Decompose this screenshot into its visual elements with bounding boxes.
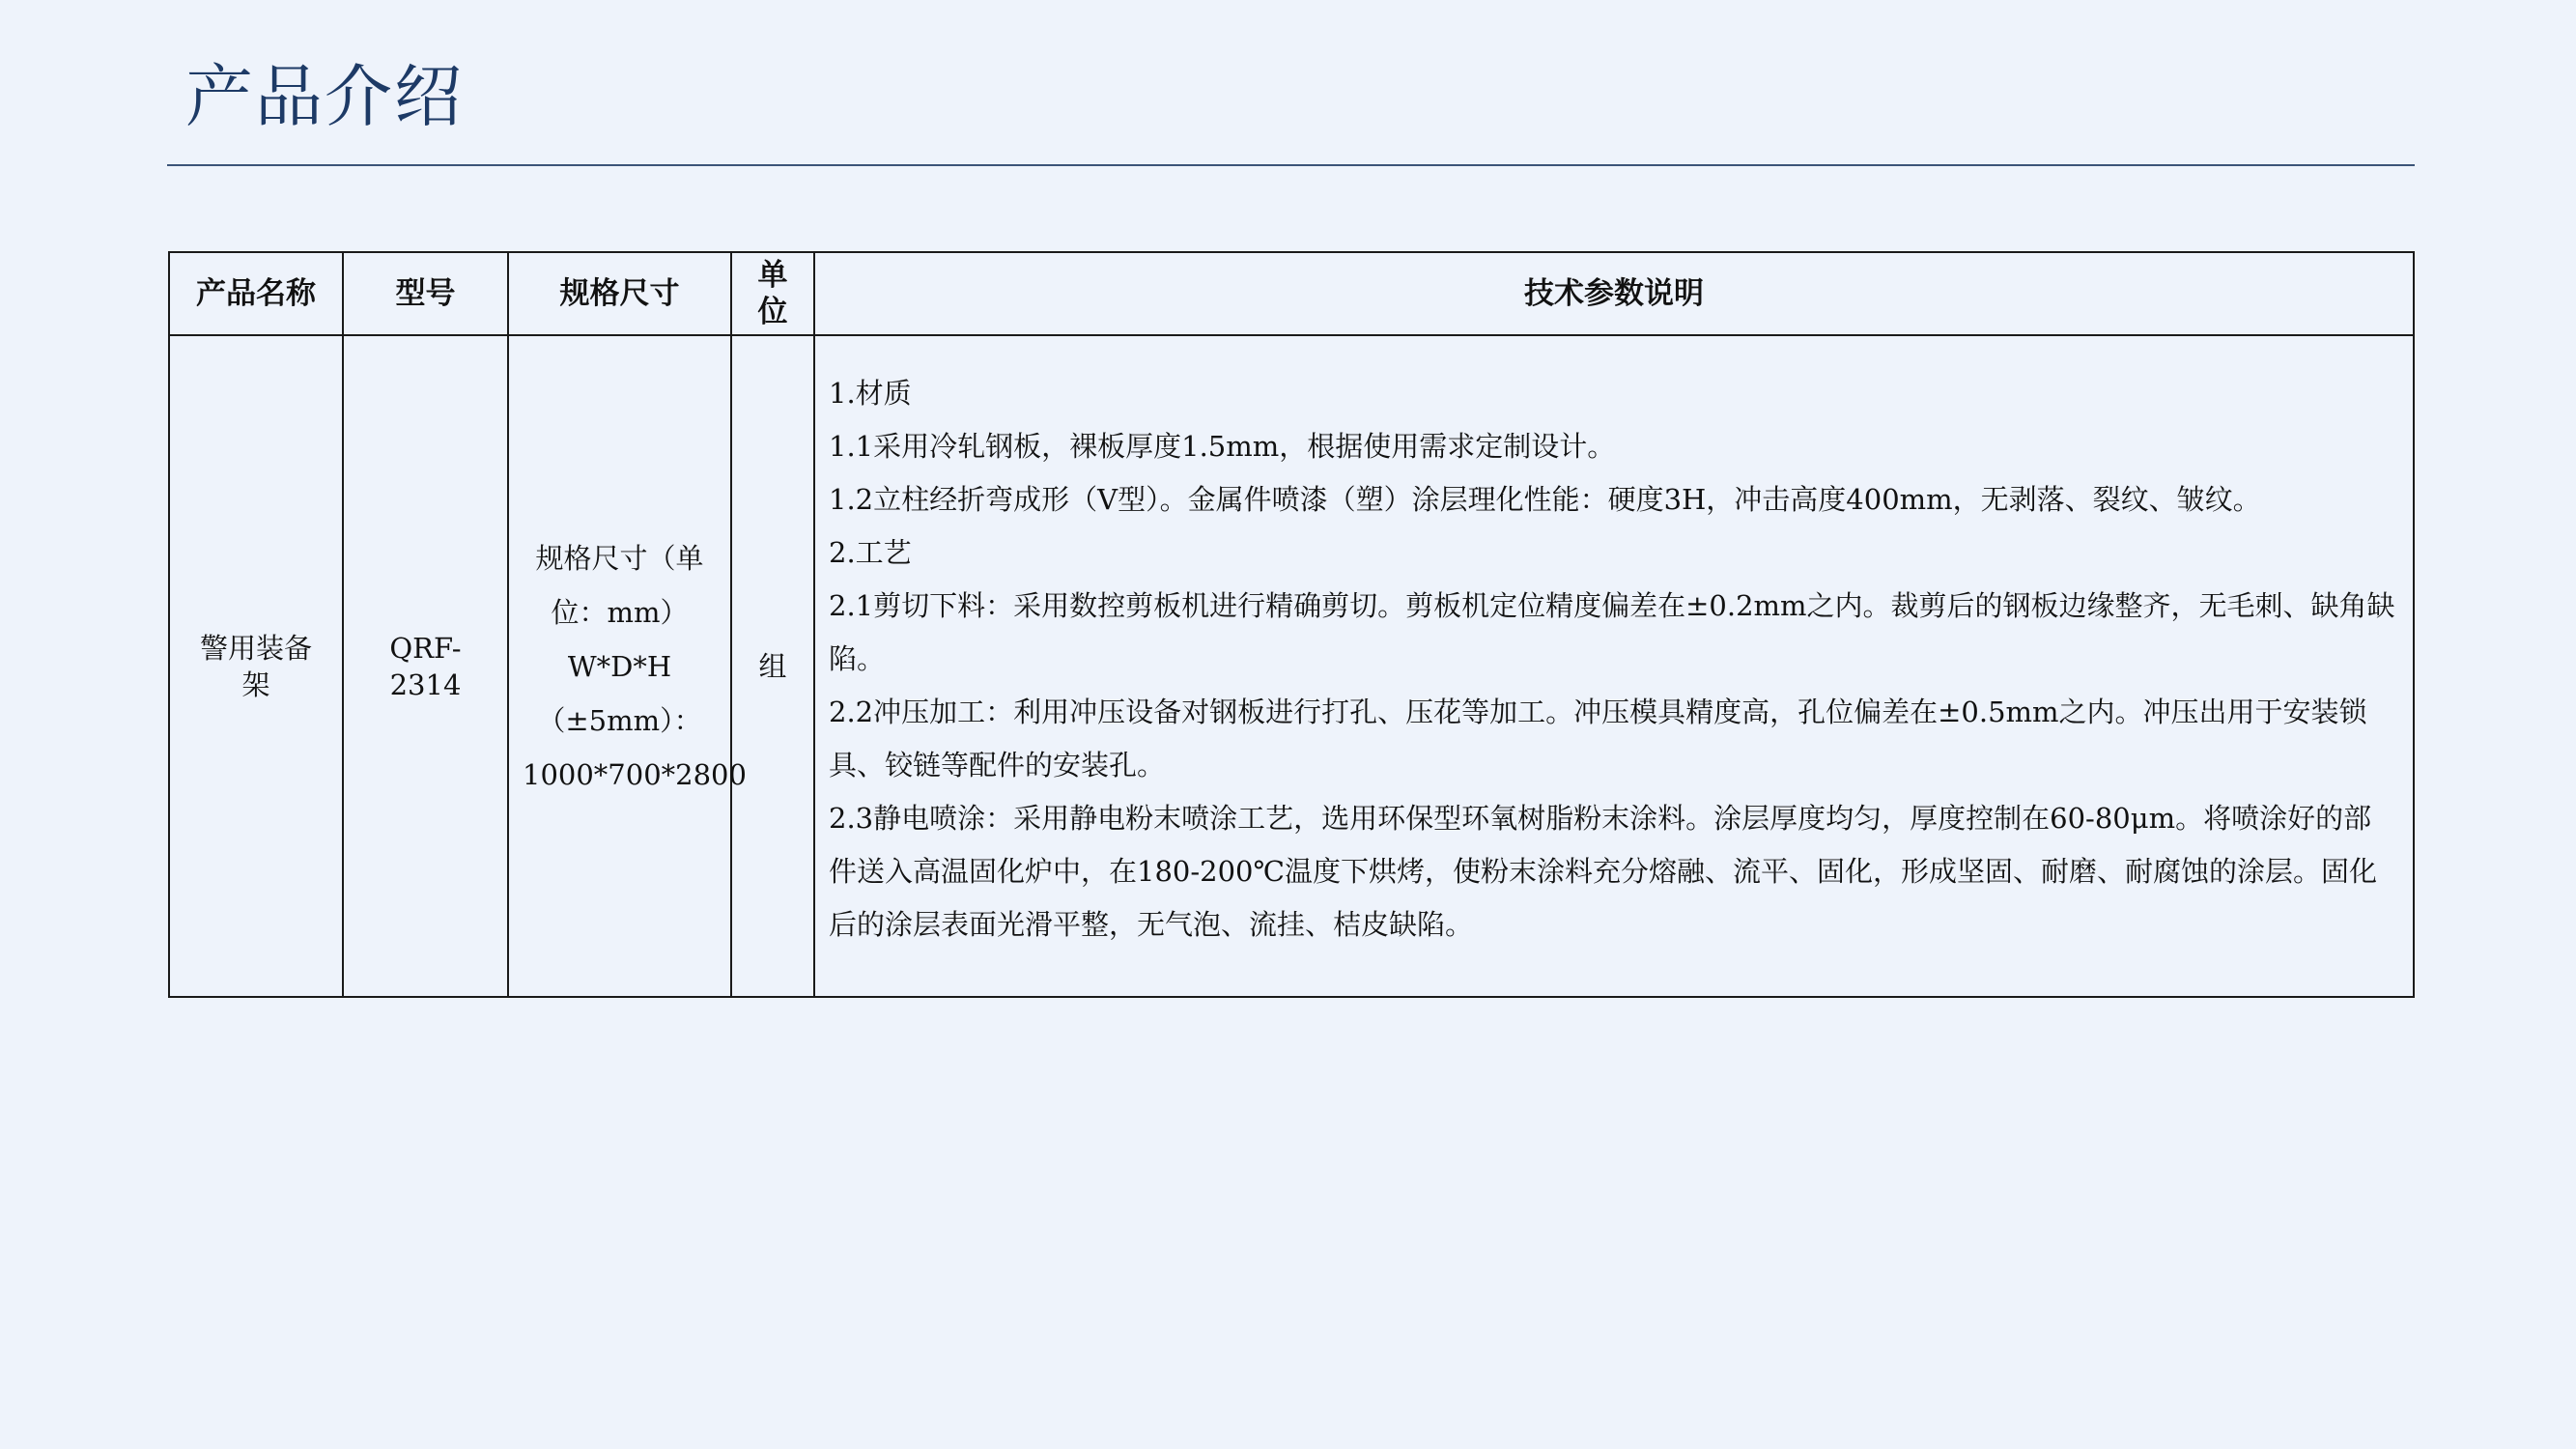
desc-line-process-stamping: 2.2冲压加工：利用冲压设备对钢板进行打孔、压花等加工。冲压模具精度高，孔位偏差在±0.5mm之内。冲压出用于安装锁具、铰链等配件的安装孔。 [829, 696, 2367, 781]
desc-line-material-2: 1.2立柱经折弯成形（V型）。金属件喷漆（塑）涂层理化性能：硬度3H，冲击高度400mm，无剥落、裂纹、皱纹。 [829, 483, 2261, 516]
cell-model [343, 335, 508, 997]
desc-line-process-heading: 2.工艺 [829, 536, 912, 569]
cell-spec-size [508, 335, 747, 997]
product-name: 警用装备架 [199, 631, 312, 701]
title-divider [167, 164, 2415, 166]
cell-tech-params [814, 335, 2414, 997]
product-unit: 组 [758, 649, 787, 683]
page-title: 产品介绍 [185, 57, 464, 136]
product-spec-table [168, 251, 2415, 998]
header-product-name: 产品名称 [169, 252, 343, 335]
header-unit-label: 单位 [757, 258, 788, 329]
desc-line-material-1: 1.1采用冷轧钢板，裸板厚度1.5mm，根据使用需求定制设计。 [829, 430, 1616, 463]
header-model: 型号 [343, 252, 508, 335]
header-spec-size: 规格尺寸 [508, 252, 731, 335]
desc-line-process-cutting: 2.1剪切下料：采用数控剪板机进行精确剪切。剪板机定位精度偏差在±0.2mm之内。裁剪后的钢板边缘整齐，无毛刺、缺角缺陷。 [829, 589, 2395, 675]
cell-unit [731, 335, 814, 997]
header-tech-params: 技术参数说明 [814, 252, 2414, 335]
cell-product-name [169, 335, 343, 997]
table-row [169, 335, 2414, 997]
product-model: QRF-2314 [389, 631, 462, 701]
product-spec-size: 规格尺寸（单位：mm）W*D*H（±5mm）：1000*700*2800 [523, 541, 747, 791]
table-header-row [169, 252, 2414, 335]
desc-line-process-coating: 2.3静电喷涂：采用静电粉末喷涂工艺，选用环保型环氧树脂粉末涂料。涂层厚度均匀，厚度控制在60-80μm。将喷涂好的部件送入高温固化炉中，在180-200℃温度下烘烤，使粉末涂料充分熔融、流平、固化，形成坚固、耐磨、耐腐蚀的涂层。固化后的涂层表面光滑平整，无气泡、流挂、桔皮缺陷。 [829, 802, 2377, 941]
header-unit [731, 252, 814, 335]
desc-line-material-heading: 1.材质 [829, 377, 912, 410]
